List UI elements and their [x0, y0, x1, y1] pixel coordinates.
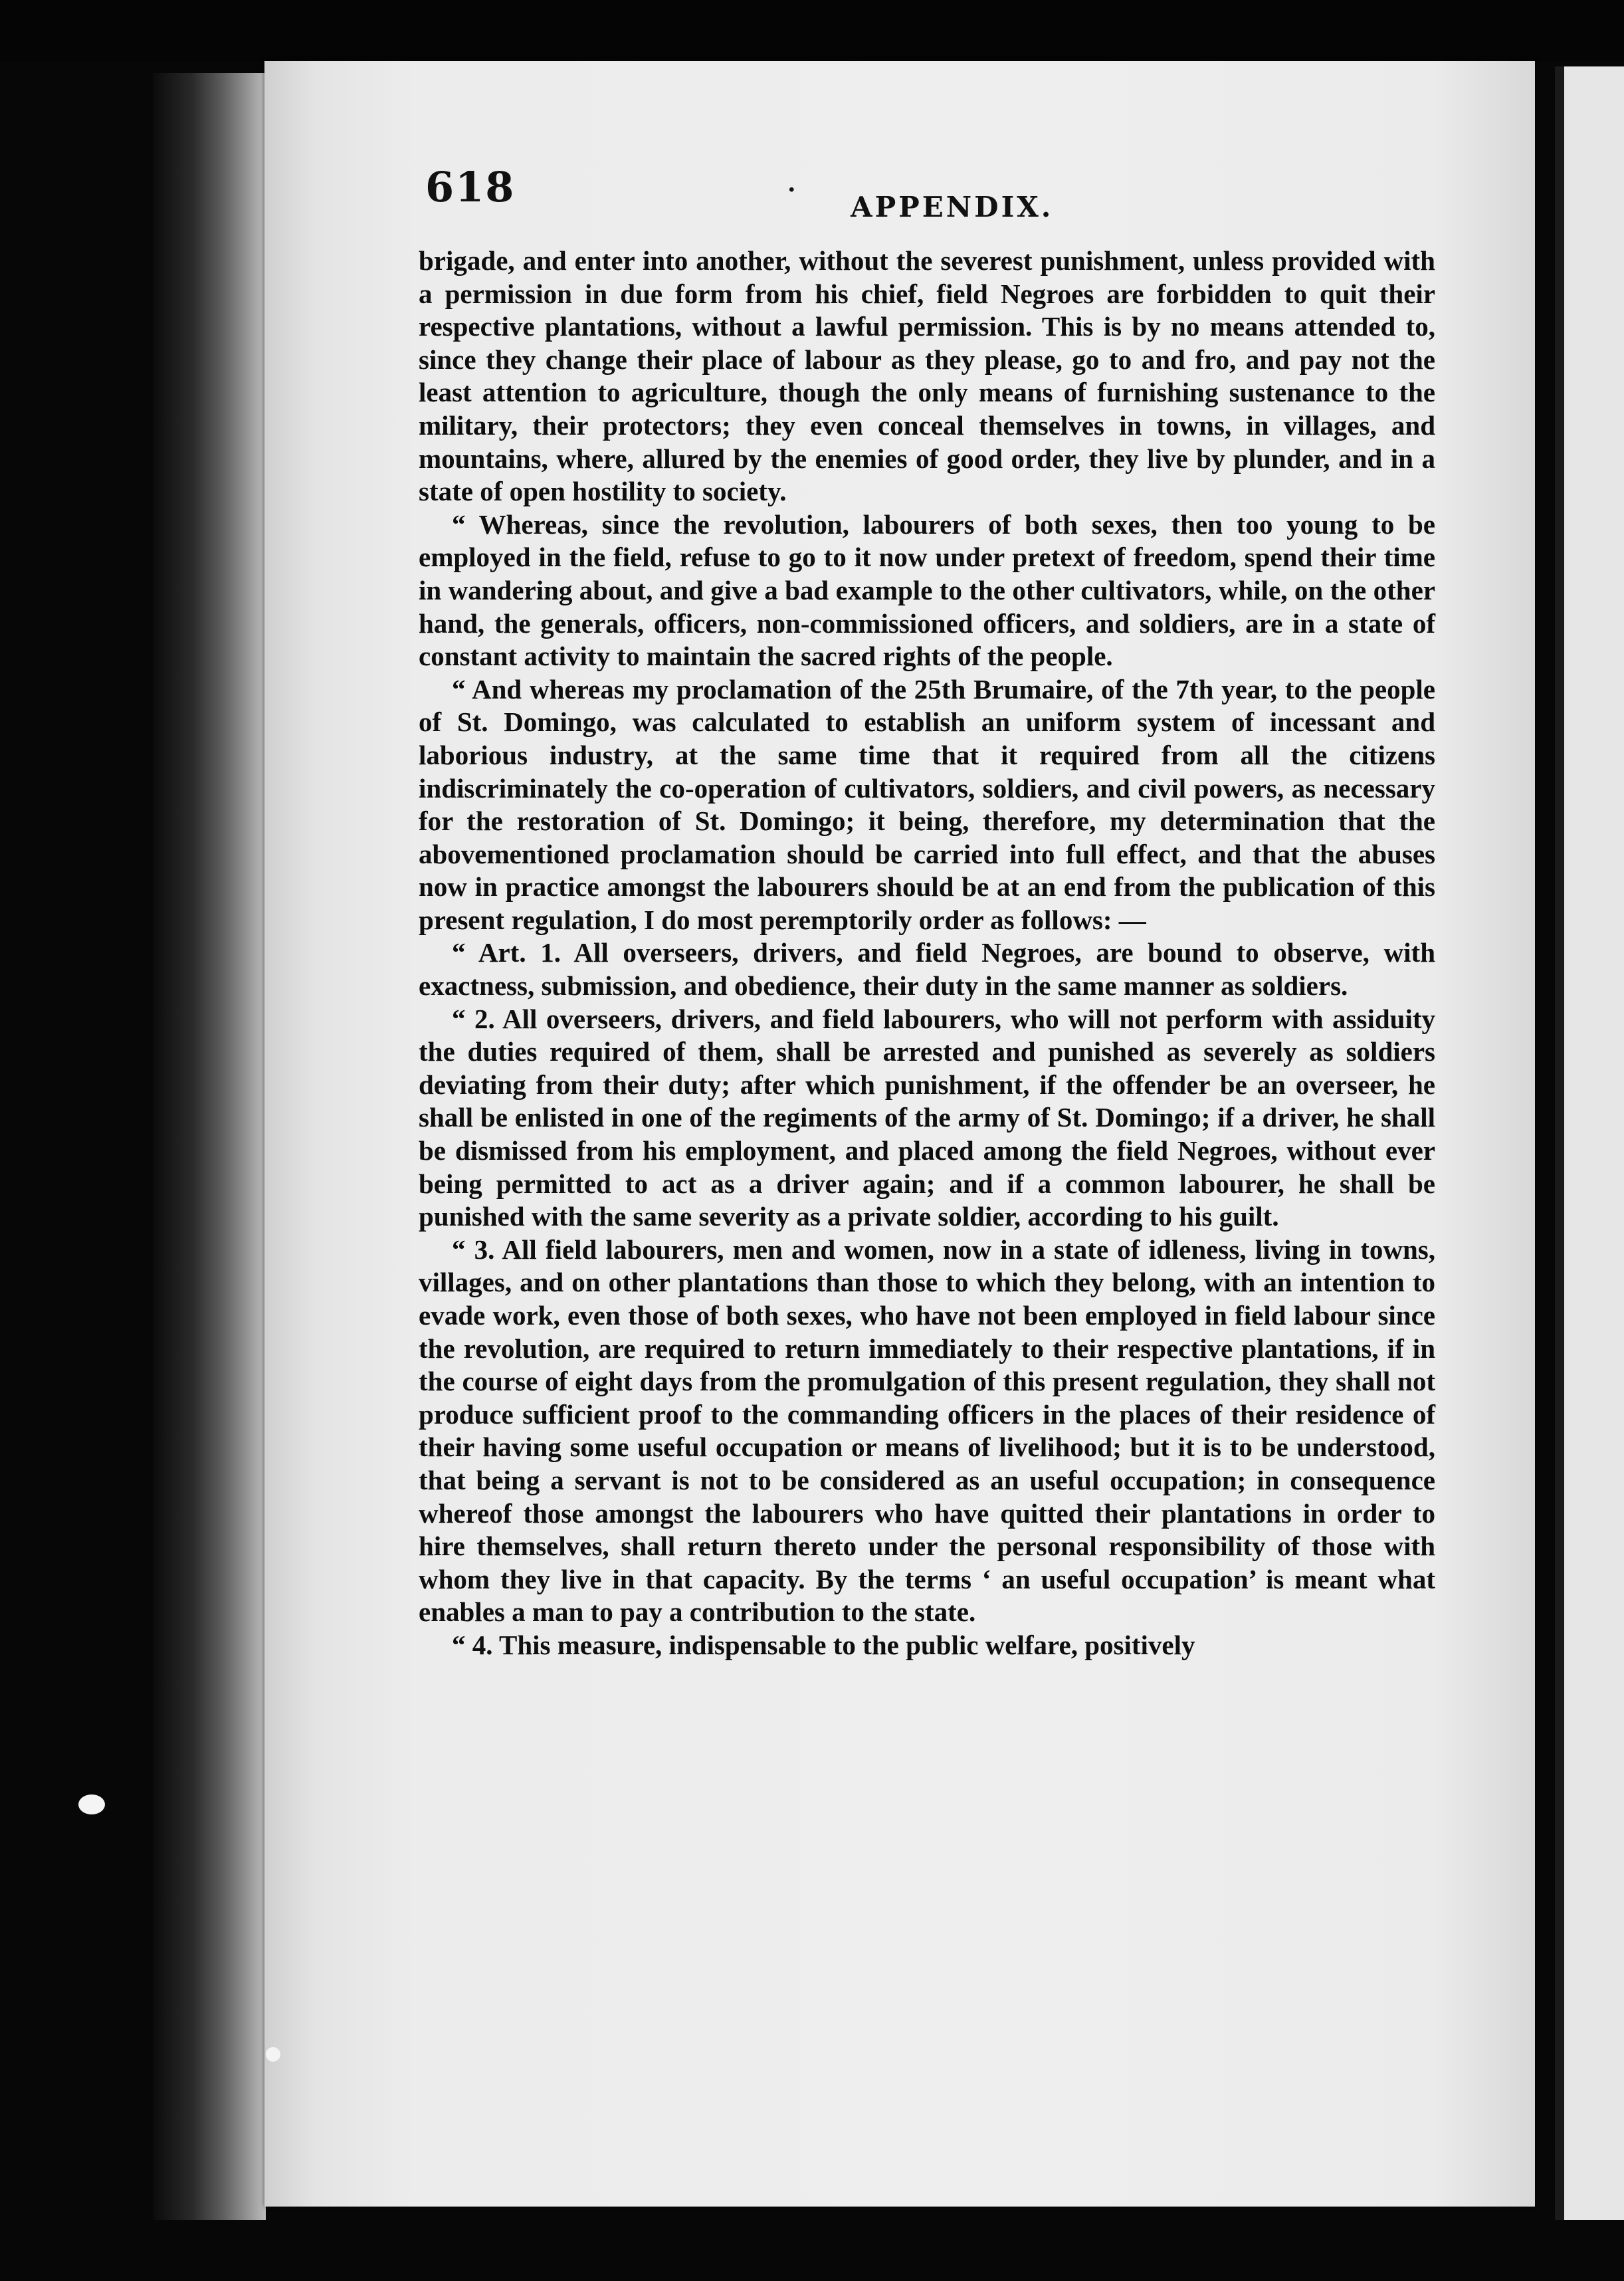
running-head: APPENDIX. — [851, 191, 1054, 223]
page-number: 618 — [425, 163, 516, 211]
paragraph-whereas-labourers: “ Whereas, since the revolution, labourers of both sexes, then too young to be employed in the field, refuse to go to it now under pretext of freedom, spend their time in wandering about, and give a bad example to the other cultivators, while, on the other hand, the generals, officers, non-commissioned officers, and soldiers, are in a state of constant activity to maintain the sacred rights of the people. — [419, 508, 1435, 672]
paragraph-article-4: “ 4. This measure, indispensable to the public welfare, positively — [452, 1629, 1195, 1660]
book-page-edges — [153, 73, 266, 2220]
paragraph-article-3: “ 3. All field labourers, men and women, now in a state of idleness, living in towns, villages, and on other plantations than those to which they belong, with an intention to evade work, even those of both sexes, who have not been employed in field labour since the revolution, are required to return immediately to their respective plantations, if in the course of eight days from the promulgation of this present regulation, they shall not produce sufficient proof to the commanding officers in the places of their residence of their having some useful occupation or means of livelihood; but it is to be understood, that being a servant is not to be considered as an useful occupation; in consequence whereof those amongst the labourers who have quitted their plantations in order to hire themselves, shall return thereto under the personal responsibility of those with whom they live in that capacity. By the terms ‘ an useful occupation’ is meant what enables a man to pay a contribution to the state. — [419, 1234, 1435, 1628]
paper-blemish — [78, 1794, 105, 1814]
body-text — [419, 245, 1435, 1662]
scan-border-top — [0, 0, 1624, 61]
paragraph-continuation: brigade, and enter into another, without the severest punishment, unless provided with a permission in due form from his chief, field Negroes are forbidden to quit their respective plantations, without a lawful permission. This is by no means attended to, since they change their place of labour as they please, go to and fro, and pay not the least attention to agriculture, though the only means of furnishing sustenance to the military, their protectors; they even conceal themselves in towns, in villages, and mountains, where, allured by the enemies of good order, they live by plunder, and in a state of open hostility to society. — [419, 245, 1435, 507]
paragraph-article-1: “ Art. 1. All overseers, drivers, and field Negroes, are bound to observe, with exactness, submission, and obedience, their duty in the same manner as soldiers. — [419, 937, 1435, 1002]
header-separator: · — [787, 176, 796, 204]
paragraph-article-2: “ 2. All overseers, drivers, and field labourers, who will not perform with assiduity the duties required of them, shall be arrested and punished as severely as soldiers deviating from their duty; after which punishment, if the offender be an overseer, he shall be enlisted in one of the regiments of the army of St. Domingo; if a driver, he shall be dismissed from his employment, and placed among the field Negroes, without ever being permitted to act as a driver again; and if a common labourer, he shall be punished with the same severity as a private soldier, according to his guilt. — [419, 1003, 1435, 1232]
facing-page-edge — [1555, 66, 1624, 2220]
paragraph-whereas-proclamation: “ And whereas my proclamation of the 25th Brumaire, of the 7th year, to the people of St. Domingo, was calculated to establish an uniform system of incessant and laborious industry, at the same time that it required from all the citizens indiscriminately the co-operation of cultivators, soldiers, and civil powers, as necessary for the restoration of St. Domingo; it being, therefore, my determination that the abovementioned proclamation should be carried into full effect, and that the abuses now in practice amongst the labourers should be at an end from the publication of this present regulation, I do most peremptorily order as follows: — — [419, 673, 1435, 935]
paper-blemish — [266, 2047, 280, 2062]
page-header — [425, 163, 1435, 223]
